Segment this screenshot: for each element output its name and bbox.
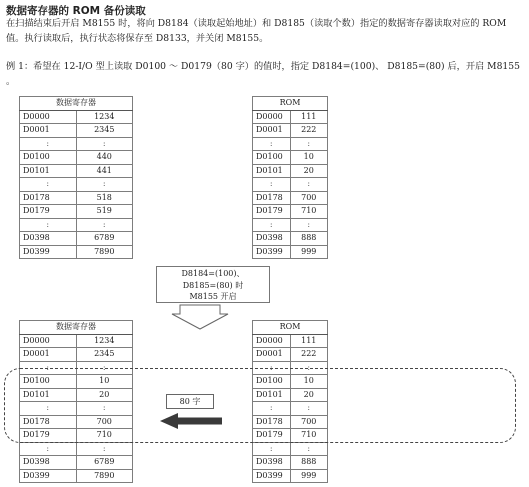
table-row xyxy=(20,232,133,246)
value-cell: 10 xyxy=(290,151,328,165)
table-row xyxy=(20,164,133,178)
address-cell: : xyxy=(20,178,77,192)
table-row xyxy=(253,110,328,124)
address-cell: D0000 xyxy=(20,334,77,348)
value-cell: 518 xyxy=(76,191,133,205)
table-row xyxy=(253,334,328,348)
address-cell: D0001 xyxy=(20,348,77,362)
value-cell: : xyxy=(290,218,328,232)
table-row xyxy=(20,245,133,259)
value-cell: : xyxy=(76,442,133,456)
note-line: D8185=(80) 时 xyxy=(182,280,244,290)
address-cell: D0399 xyxy=(253,245,291,259)
value-cell: 440 xyxy=(76,151,133,165)
address-cell: : xyxy=(20,361,77,375)
address-cell: D0179 xyxy=(20,205,77,219)
value-cell: 888 xyxy=(290,456,328,470)
table-row xyxy=(253,205,328,219)
table-header: ROM xyxy=(253,321,328,335)
address-cell: D0178 xyxy=(20,191,77,205)
value-cell: 111 xyxy=(290,334,328,348)
address-cell: D0398 xyxy=(253,232,291,246)
value-cell: 2345 xyxy=(76,348,133,362)
value-cell: : xyxy=(76,218,133,232)
table-row xyxy=(253,124,328,138)
address-cell: D0001 xyxy=(253,124,291,138)
value-cell: : xyxy=(290,442,328,456)
address-cell: D0178 xyxy=(20,415,77,429)
address-cell: D0179 xyxy=(253,205,291,219)
address-cell: : xyxy=(253,178,291,192)
value-cell: 6789 xyxy=(76,456,133,470)
table-header: 数据寄存器 xyxy=(20,321,133,335)
condition-note xyxy=(156,266,270,303)
value-cell: 1234 xyxy=(76,334,133,348)
table-row xyxy=(20,191,133,205)
value-cell: 20 xyxy=(76,388,133,402)
table-row xyxy=(253,456,328,470)
value-cell: 111 xyxy=(290,110,328,124)
value-cell: 10 xyxy=(76,375,133,389)
address-cell: D0178 xyxy=(253,415,291,429)
transfer-region xyxy=(4,368,516,443)
table-row xyxy=(20,205,133,219)
ellipsis-row xyxy=(253,178,328,192)
value-cell: 1234 xyxy=(76,110,133,124)
address-cell: D0178 xyxy=(253,191,291,205)
intro-paragraph: 在扫描结束后开启 M8155 时，将向 D8184（读取起始地址）和 D8185（读取个数）指定的数据寄存器读取对应的 ROM 值。执行读取后，执行状态将保存至 D8133，并关闭 M8155。 xyxy=(6,18,507,44)
table-row xyxy=(20,334,133,348)
address-cell: D0001 xyxy=(253,348,291,362)
address-cell: D0101 xyxy=(20,164,77,178)
value-cell: : xyxy=(76,402,133,416)
ellipsis-row xyxy=(253,442,328,456)
table-row xyxy=(20,151,133,165)
address-cell: D0000 xyxy=(20,110,77,124)
address-cell: : xyxy=(20,137,77,151)
table-row xyxy=(253,151,328,165)
value-cell: 999 xyxy=(290,469,328,483)
address-cell: D0000 xyxy=(253,334,291,348)
address-cell: : xyxy=(253,361,291,375)
address-cell: D0101 xyxy=(253,388,291,402)
value-cell: 222 xyxy=(290,124,328,138)
table-row xyxy=(253,469,328,483)
value-cell: 519 xyxy=(76,205,133,219)
value-cell: 2345 xyxy=(76,124,133,138)
table-row xyxy=(253,191,328,205)
address-cell: D0100 xyxy=(20,375,77,389)
address-cell: D0100 xyxy=(253,375,291,389)
ellipsis-row xyxy=(253,218,328,232)
address-cell: : xyxy=(253,442,291,456)
table-row xyxy=(253,245,328,259)
table-row xyxy=(253,348,328,362)
value-cell: 710 xyxy=(290,205,328,219)
address-cell: D0399 xyxy=(20,245,77,259)
value-cell: 710 xyxy=(76,429,133,443)
ellipsis-row xyxy=(20,218,133,232)
address-cell: D0000 xyxy=(253,110,291,124)
transfer-count-label: 80 字 xyxy=(166,394,214,409)
value-cell: 700 xyxy=(290,191,328,205)
address-cell: : xyxy=(20,218,77,232)
address-cell: D0399 xyxy=(20,469,77,483)
address-cell: D0100 xyxy=(20,151,77,165)
table-row xyxy=(20,456,133,470)
address-cell: : xyxy=(253,218,291,232)
ellipsis-row xyxy=(253,137,328,151)
value-cell: 20 xyxy=(290,388,328,402)
address-cell: : xyxy=(253,137,291,151)
ellipsis-row xyxy=(20,442,133,456)
value-cell: : xyxy=(76,137,133,151)
value-cell: 999 xyxy=(290,245,328,259)
value-cell: 700 xyxy=(76,415,133,429)
value-cell: : xyxy=(76,361,133,375)
value-cell: 7890 xyxy=(76,469,133,483)
address-cell: D0399 xyxy=(253,469,291,483)
table-header: 数据寄存器 xyxy=(20,97,133,111)
table-row xyxy=(253,164,328,178)
value-cell: : xyxy=(290,137,328,151)
ellipsis-row xyxy=(20,178,133,192)
table-before-data-register xyxy=(19,96,133,259)
example-paragraph: 例 1：希望在 12-I/O 型上读取 D0100 ～ D0179（80 字）的值时，指定 D8184=(100)、 D8185=(80) 后，开启 M8155 。 xyxy=(6,61,520,87)
value-cell: : xyxy=(290,402,328,416)
value-cell: 710 xyxy=(290,429,328,443)
table-row xyxy=(20,124,133,138)
value-cell: 700 xyxy=(290,415,328,429)
table-before-rom xyxy=(252,96,328,259)
address-cell: D0101 xyxy=(20,388,77,402)
table-row xyxy=(20,348,133,362)
value-cell: 10 xyxy=(290,375,328,389)
value-cell: : xyxy=(290,178,328,192)
table-row xyxy=(20,469,133,483)
value-cell: 222 xyxy=(290,348,328,362)
address-cell: : xyxy=(20,442,77,456)
address-cell: D0398 xyxy=(20,232,77,246)
address-cell: D0179 xyxy=(253,429,291,443)
page-title: 数据寄存器的 ROM 备份读取 xyxy=(6,5,146,17)
table-header: ROM xyxy=(253,97,328,111)
value-cell: 20 xyxy=(290,164,328,178)
address-cell: D0398 xyxy=(20,456,77,470)
note-line: D8184=(100)、 xyxy=(181,269,245,278)
value-cell: : xyxy=(290,361,328,375)
table-row xyxy=(253,232,328,246)
table-row xyxy=(20,110,133,124)
address-cell: D0398 xyxy=(253,456,291,470)
left-arrow-icon xyxy=(160,413,222,429)
value-cell: 441 xyxy=(76,164,133,178)
address-cell: D0001 xyxy=(20,124,77,138)
address-cell: : xyxy=(253,402,291,416)
value-cell: 7890 xyxy=(76,245,133,259)
value-cell: 888 xyxy=(290,232,328,246)
ellipsis-row xyxy=(20,137,133,151)
address-cell: D0100 xyxy=(253,151,291,165)
value-cell: 6789 xyxy=(76,232,133,246)
address-cell: D0101 xyxy=(253,164,291,178)
down-arrow-icon xyxy=(170,304,230,330)
note-line: M8155 开启 xyxy=(189,292,237,301)
value-cell: : xyxy=(76,178,133,192)
address-cell: : xyxy=(20,402,77,416)
address-cell: D0179 xyxy=(20,429,77,443)
